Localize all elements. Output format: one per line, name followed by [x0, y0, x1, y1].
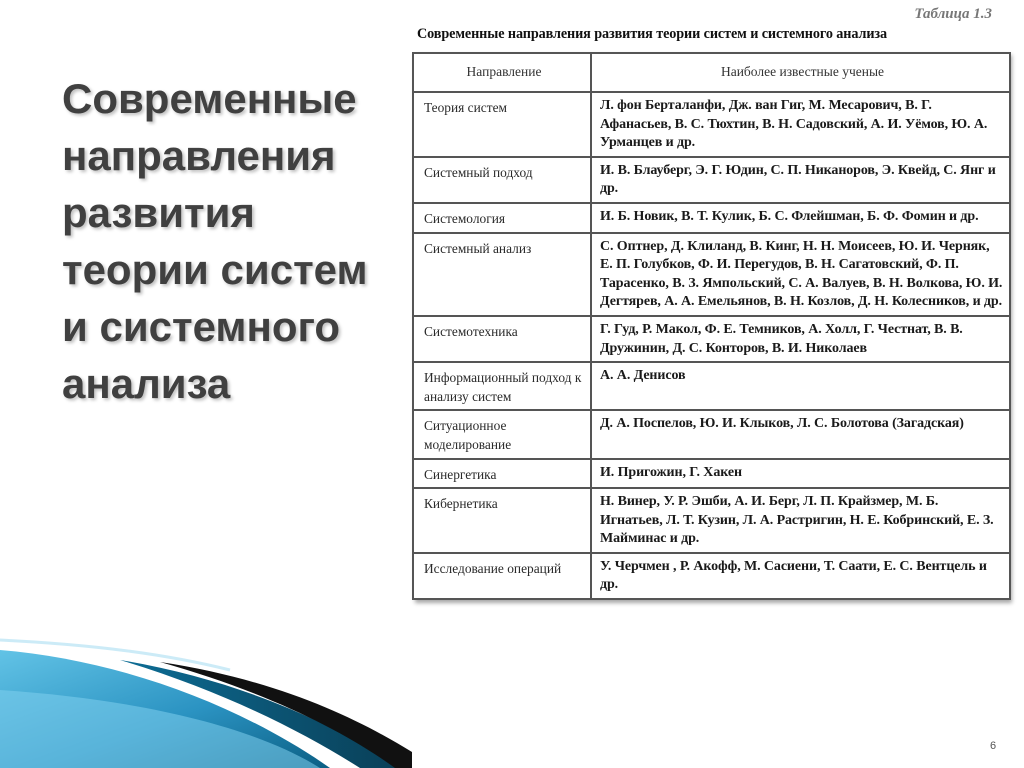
table-row	[413, 410, 1010, 458]
direction-cell: Системный анализ	[413, 233, 591, 316]
table-row	[413, 459, 1010, 489]
table-caption: Современные направления развития теории систем и системного анализа	[417, 26, 888, 42]
table-row	[413, 157, 1010, 203]
table-row	[413, 203, 1010, 233]
header-direction: Направление	[413, 53, 591, 92]
scientists-cell: И. В. Блауберг, Э. Г. Юдин, С. П. Никаноров, Э. Квейд, С. Янг и др.	[591, 157, 1010, 203]
slide-number: 6	[990, 740, 997, 752]
direction-cell: Синергетика	[413, 459, 591, 489]
slide-title: Современные направления развития теории систем и системного анализа	[62, 75, 368, 407]
table-row	[413, 92, 1010, 157]
direction-cell: Системотехника	[413, 316, 591, 362]
direction-cell: Информационный подход к анализу систем	[413, 362, 591, 410]
scientists-cell: Д. А. Поспелов, Ю. И. Клыков, Л. С. Болотова (Загадская)	[591, 410, 1010, 458]
scientists-cell: Л. фон Берталанфи, Дж. ван Гиг, М. Месарович, В. Г. Афанасьев, В. С. Тюхтин, В. Н. Садовский, А. И. Уёмов, Ю. А. Урманцев и др.	[591, 92, 1010, 157]
directions-table	[412, 52, 1011, 600]
table-row	[413, 362, 1010, 410]
header-scientists: Наиболее известные ученые	[591, 53, 1010, 92]
direction-cell: Исследование операций	[413, 553, 591, 599]
direction-cell: Теория систем	[413, 92, 591, 157]
direction-cell: Ситуационное моделирование	[413, 410, 591, 458]
table-row	[413, 553, 1010, 599]
scientists-cell: Г. Гуд, Р. Макол, Ф. Е. Темников, А. Холл, Г. Честнат, В. В. Дружинин, Д. С. Конторов, В. И. Николаев	[591, 316, 1010, 362]
scientists-cell: Н. Винер, У. Р. Эшби, А. И. Берг, Л. П. Крайзмер, М. Б. Игнатьев, Л. Т. Кузин, Л. А. Растригин, Н. Е. Кобринский, Е. З. Майминас и др.	[591, 488, 1010, 553]
scientists-cell: А. А. Денисов	[591, 362, 1010, 410]
scientists-cell: С. Оптнер, Д. Клиланд, В. Кинг, Н. Н. Моисеев, Ю. И. Черняк, Е. П. Голубков, Ф. И. Перегудов, В. Н. Сагатовский, Ф. П. Тарасенко, В. З. Ямпольский, С. А. Валуев, В. Н. Волкова, Ю. И. Дегтярев, А. А. Емельянов, В. Н. Козлов, Д. Н. Колесников, и др.	[591, 233, 1010, 316]
table-row	[413, 488, 1010, 553]
directions-table-container	[412, 52, 1009, 600]
direction-cell: Системный подход	[413, 157, 591, 203]
table-header-row	[413, 53, 1010, 92]
direction-cell: Системология	[413, 203, 591, 233]
table-row	[413, 316, 1010, 362]
table-number-label: Таблица 1.3	[914, 6, 992, 22]
scientists-cell: И. Б. Новик, В. Т. Кулик, Б. С. Флейшман, Б. Ф. Фомин и др.	[591, 203, 1010, 233]
direction-cell: Кибернетика	[413, 488, 591, 553]
scientists-cell: У. Черчмен , Р. Акофф, М. Сасиени, Т. Саати, Е. С. Вентцель и др.	[591, 553, 1010, 599]
scientists-cell: И. Пригожин, Г. Хакен	[591, 459, 1010, 489]
table-row	[413, 233, 1010, 316]
